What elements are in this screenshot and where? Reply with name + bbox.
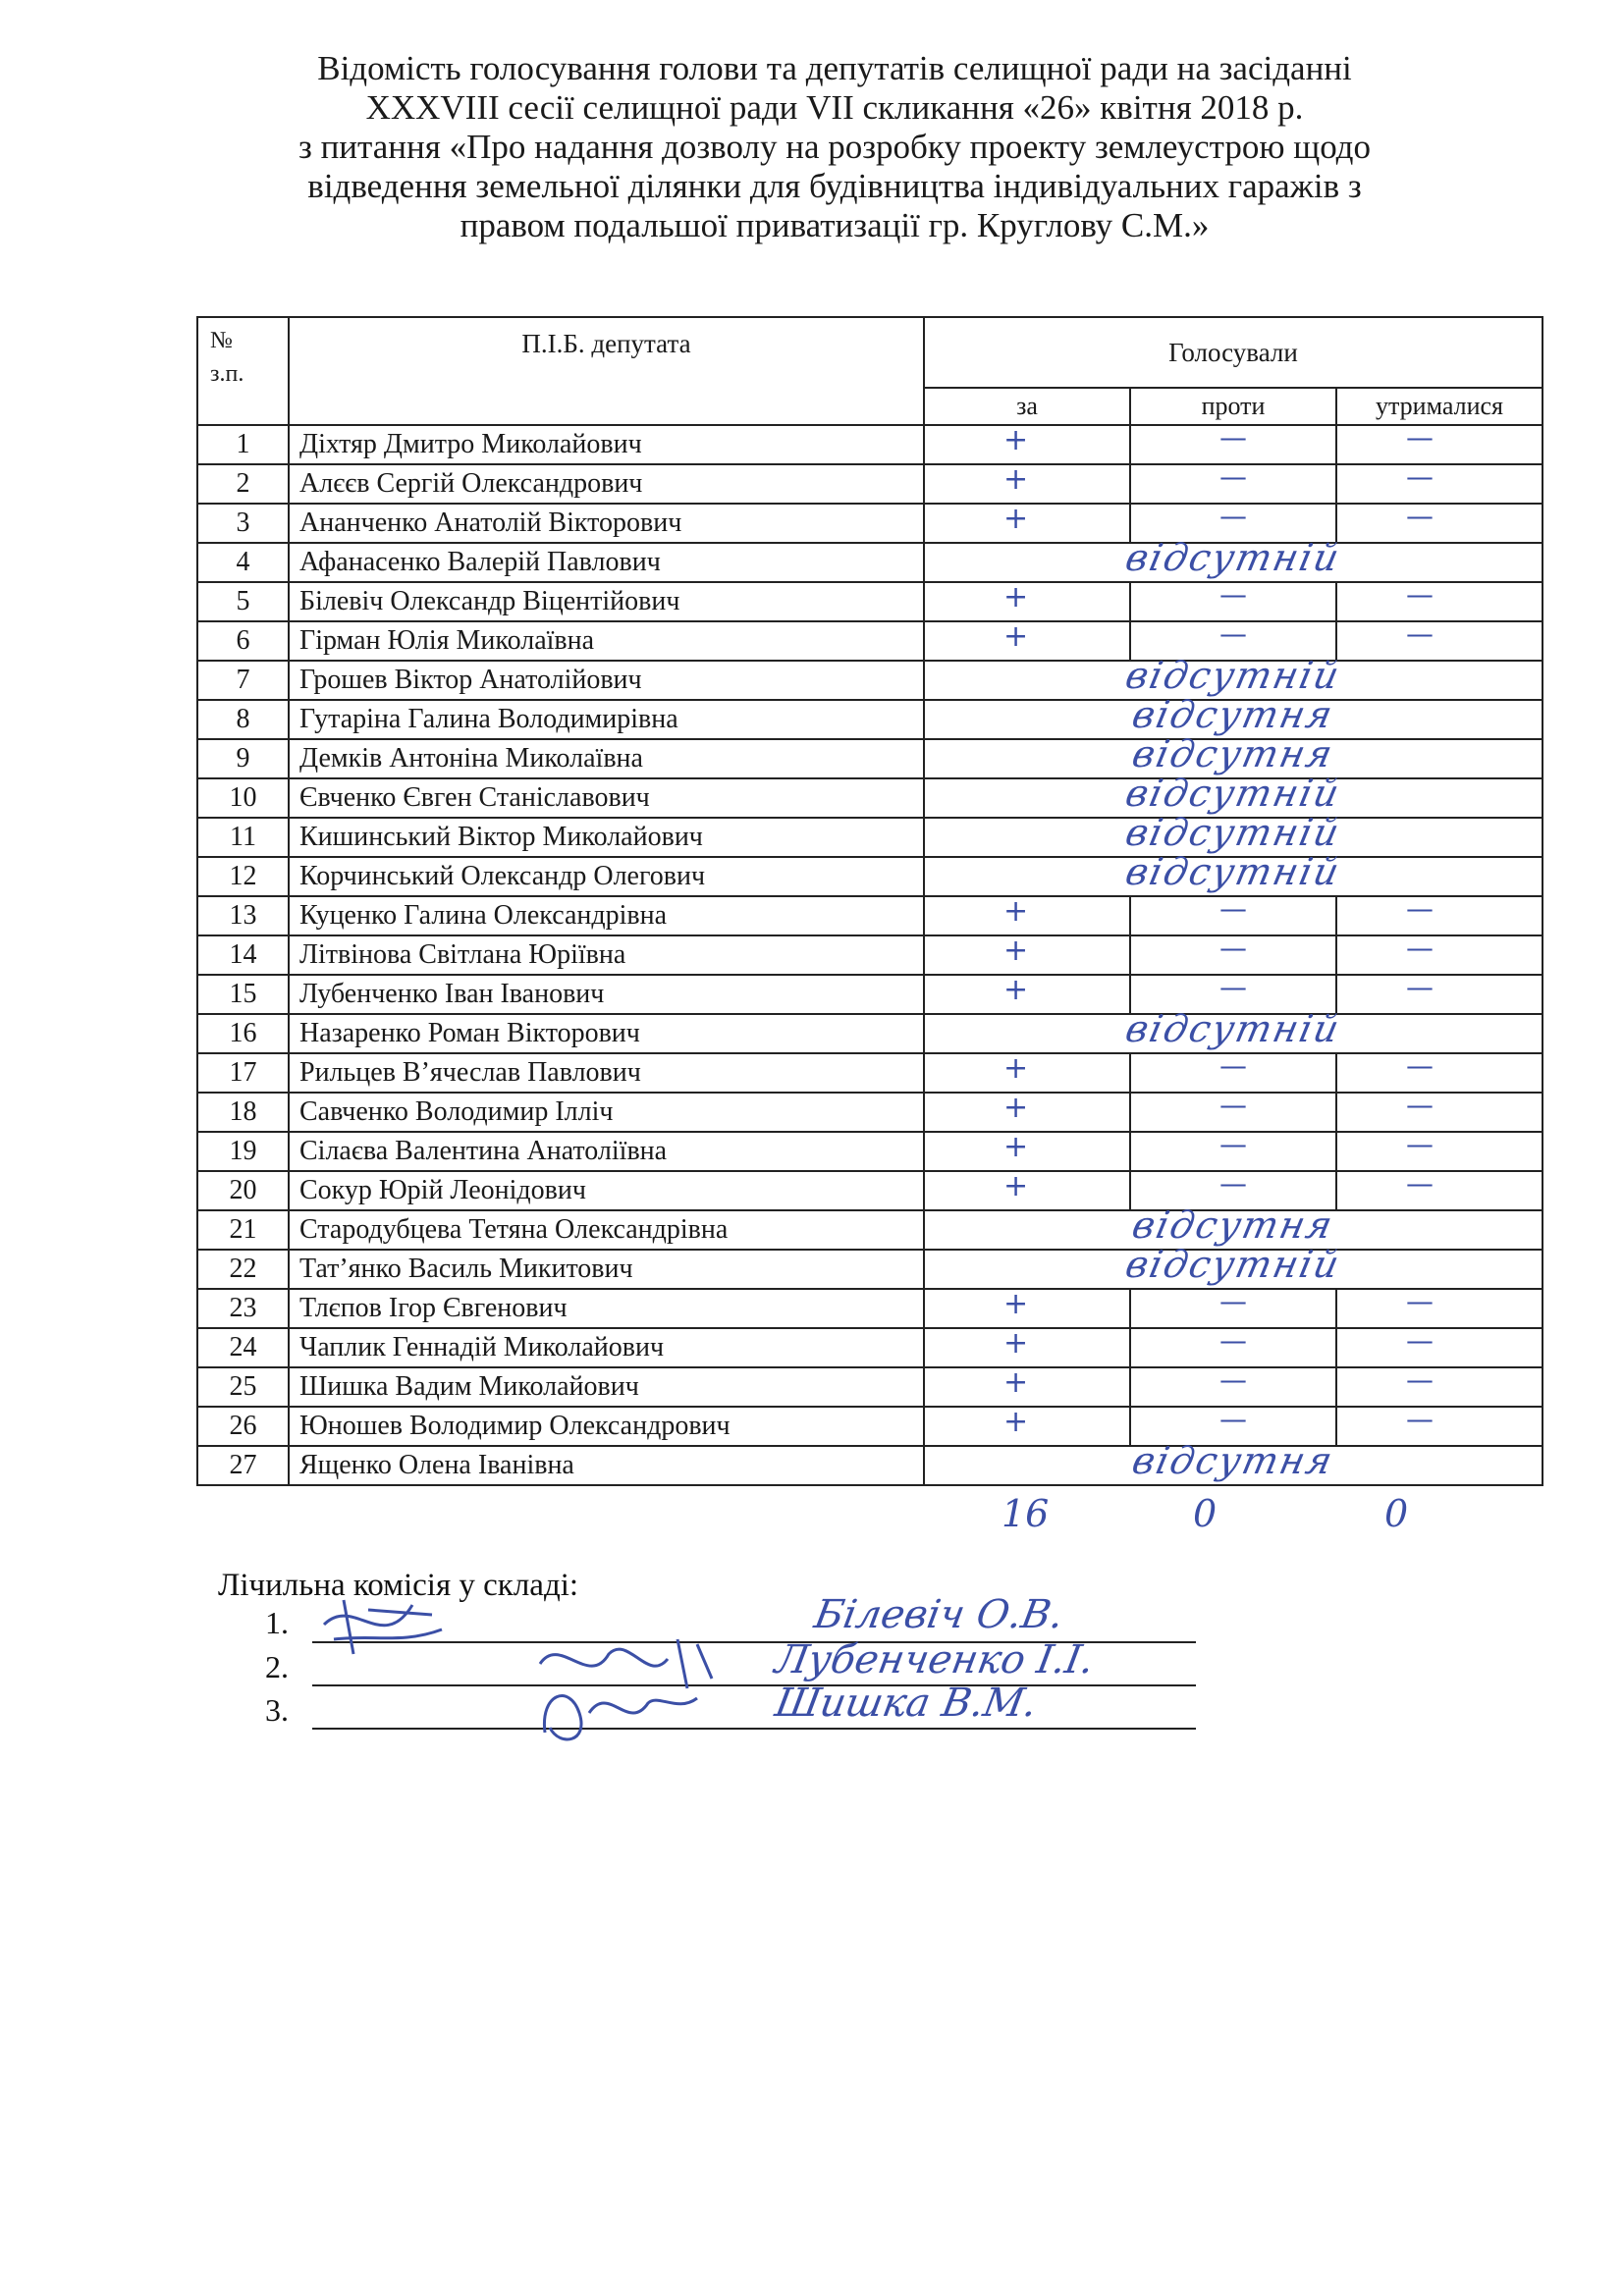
vote-for-mark: + [1003,462,1029,497]
vote-abstained-cell [1336,1089,1543,1132]
vote-for-mark: + [1003,934,1029,968]
row-number: 27 [197,1446,289,1485]
committee-member-number: 3. [265,1692,289,1728]
deputy-name: Корчинський Олександр Олегович [289,857,924,896]
vote-against-mark: — [1219,1089,1247,1121]
deputy-name: Шишка Вадим Миколайович [289,1367,924,1407]
vote-for-cell [924,1367,1130,1407]
vote-for-cell [924,896,1130,935]
deputy-name: Тат’янко Василь Микитович [289,1250,924,1289]
header-number-abbr: з.п. [210,361,244,387]
vote-for-mark: + [1003,1287,1029,1321]
absent-note: відсутній [1121,811,1345,854]
vote-abstained-cell [1336,971,1543,1014]
deputy-name: Білевіч Олександр Віцентійович [289,582,924,621]
deputy-name: Євченко Євген Станіславович [289,778,924,818]
vote-for-cell [924,1171,1130,1210]
deputy-name: Тлєпов Ігор Євгенович [289,1289,924,1328]
table-row [197,1446,1543,1485]
row-number: 15 [197,975,289,1014]
vote-abstained-mark: — [1406,1363,1434,1396]
committee-label: Лічильна комісія у складі: [218,1568,579,1603]
deputy-name: Куценко Галина Олександрівна [289,896,924,935]
vote-abstained-mark: — [1406,1167,1434,1200]
vote-cell-absent [924,536,1543,582]
row-number: 17 [197,1053,289,1093]
vote-abstained-mark: — [1406,617,1434,650]
vote-for-mark: + [1003,1326,1029,1361]
row-number: 26 [197,1407,289,1446]
deputy-name: Сілаєва Валентина Анатоліївна [289,1132,924,1171]
deputy-name: Афанасенко Валерій Павлович [289,543,924,582]
deputy-name: Алєєв Сергій Олександрович [289,464,924,504]
vote-for-cell [924,1053,1130,1093]
row-number: 18 [197,1093,289,1132]
vote-abstained-cell [1336,1363,1543,1407]
table-row [197,1132,1543,1171]
row-number: 3 [197,504,289,543]
deputy-name: Гутаріна Галина Володимирівна [289,700,924,739]
table-row [197,425,1543,464]
title-line: XXXVIII сесії селищної ради VII скликання «26» квітня 2018 р. [365,88,1304,127]
title-line: правом подальшої приватизації гр. Круглову С.М.» [460,206,1210,244]
vote-for-cell [924,1328,1130,1367]
vote-for-mark: + [1003,423,1029,457]
row-number: 23 [197,1289,289,1328]
vote-against-mark: — [1219,578,1247,611]
absent-note: відсутня [1128,732,1338,775]
vote-against-cell [1130,1324,1336,1367]
vote-for-mark: + [1003,502,1029,536]
vote-abstained-mark: — [1406,421,1434,454]
total-against: 0 [1193,1492,1218,1535]
vote-abstained-cell [1336,932,1543,975]
vote-for-mark: + [1003,1365,1029,1400]
row-number: 11 [197,818,289,857]
vote-abstained-cell [1336,1324,1543,1367]
signature-line [312,1728,1196,1730]
vote-abstained-cell [1336,500,1543,543]
vote-cell-absent [924,1439,1543,1485]
vote-abstained-cell [1336,1167,1543,1210]
vote-for-mark: + [1003,1169,1029,1203]
row-number: 1 [197,425,289,464]
header-name: П.І.Б. депутата [289,317,924,425]
vote-against-mark: — [1219,1363,1247,1396]
row-number: 10 [197,778,289,818]
vote-for-mark: + [1003,1130,1029,1164]
vote-for-mark: + [1003,1051,1029,1086]
vote-for-mark: + [1003,580,1029,614]
title-line: Відомість голосування голови та депутатів селищної ради на засіданні [317,49,1352,87]
vote-abstained-mark: — [1406,460,1434,493]
vote-for-cell [924,425,1130,464]
vote-abstained-mark: — [1406,932,1434,964]
vote-against-mark: — [1219,1128,1247,1160]
header-voted: Голосували [924,317,1543,388]
row-number: 7 [197,661,289,700]
vote-abstained-mark: — [1406,1324,1434,1357]
vote-for-mark: + [1003,619,1029,654]
deputy-name: Ананченко Анатолій Вікторович [289,504,924,543]
header-number-symbol: № [210,328,233,353]
vote-for-cell [924,1093,1130,1132]
vote-against-cell [1130,892,1336,935]
row-number: 19 [197,1132,289,1171]
header-against: проти [1130,388,1336,425]
title-line: з питання «Про надання дозволу на розробку проекту землеустрою щодо [298,128,1371,166]
vote-abstained-cell [1336,892,1543,935]
committee-member-name: Білевіч О.В. [810,1592,1067,1637]
voting-table [196,316,1543,1486]
vote-cell-absent [924,1007,1543,1053]
row-number: 9 [197,739,289,778]
deputy-name: Демків Антоніна Миколаївна [289,739,924,778]
vote-against-mark: — [1219,1324,1247,1357]
absent-note: відсутній [1121,772,1345,815]
vote-abstained-mark: — [1406,500,1434,532]
absent-note: відсутня [1128,693,1338,736]
vote-against-cell [1130,1089,1336,1132]
table-row [197,1367,1543,1407]
row-number: 12 [197,857,289,896]
table-row [197,1171,1543,1210]
header-abstained: утрималися [1336,388,1543,425]
committee-member-number: 2. [265,1649,289,1684]
absent-note: відсутній [1121,536,1345,579]
deputy-name: Гірман Юлія Миколаївна [289,621,924,661]
vote-cell-absent [924,850,1543,896]
vote-for-cell [924,621,1130,661]
deputy-name: Ященко Олена Іванівна [289,1446,924,1485]
vote-against-mark: — [1219,500,1247,532]
committee-member-name: Лубенченко І.І. [771,1637,1098,1682]
vote-abstained-cell [1336,1403,1543,1446]
title-line: відведення земельної ділянки для будівництва індивідуальних гаражів з [307,167,1362,205]
vote-for-cell [924,1289,1130,1328]
vote-abstained-cell [1336,1128,1543,1171]
committee-member-name: Шишка В.М. [771,1681,1041,1726]
signature-scribble-3 [530,1674,707,1757]
document-title [196,49,1473,245]
vote-for-mark: + [1003,894,1029,929]
vote-against-mark: — [1219,892,1247,925]
vote-cell-absent [924,1243,1543,1289]
absent-note: відсутня [1128,1439,1338,1482]
deputy-name: Савченко Володимир Ілліч [289,1093,924,1132]
row-number: 16 [197,1014,289,1053]
row-number: 13 [197,896,289,935]
vote-for-cell [924,975,1130,1014]
deputy-name: Діхтяр Дмитро Миколайович [289,425,924,464]
vote-for-mark: + [1003,1405,1029,1439]
vote-against-cell [1130,1049,1336,1093]
table-row [197,1093,1543,1132]
vote-rows [197,421,1543,1485]
deputy-name: Рильцев В’ячеслав Павлович [289,1053,924,1093]
row-number: 24 [197,1328,289,1367]
row-number: 2 [197,464,289,504]
row-number: 8 [197,700,289,739]
absent-note: відсутній [1121,654,1345,697]
total-for: 16 [1001,1492,1050,1535]
vote-for-cell [924,1132,1130,1171]
deputy-name: Літвінова Світлана Юріївна [289,935,924,975]
vote-abstained-cell [1336,617,1543,661]
vote-for-cell [924,935,1130,975]
header-for: за [924,388,1130,425]
table-row [197,1053,1543,1093]
absent-note: відсутній [1121,1243,1345,1286]
vote-against-mark: — [1219,971,1247,1003]
vote-against-cell [1130,1363,1336,1407]
vote-against-cell [1130,460,1336,504]
deputy-name: Кишинський Віктор Миколайович [289,818,924,857]
table-row [197,1289,1543,1328]
vote-against-cell [1130,1285,1336,1328]
vote-abstained-mark: — [1406,578,1434,611]
vote-against-cell [1130,578,1336,621]
table-row [197,935,1543,975]
vote-abstained-mark: — [1406,1128,1434,1160]
vote-abstained-mark: — [1406,1403,1434,1435]
table-row [197,700,1543,739]
absent-note: відсутній [1121,1007,1345,1050]
total-abstained: 0 [1384,1492,1409,1535]
vote-abstained-mark: — [1406,1049,1434,1082]
row-number: 20 [197,1171,289,1210]
row-number: 4 [197,543,289,582]
vote-for-mark: + [1003,973,1029,1007]
vote-abstained-cell [1336,1049,1543,1093]
row-number: 14 [197,935,289,975]
vote-abstained-cell [1336,578,1543,621]
vote-against-mark: — [1219,421,1247,454]
table-row [197,543,1543,582]
vote-abstained-cell [1336,421,1543,464]
vote-for-cell [924,1407,1130,1446]
row-number: 5 [197,582,289,621]
absent-note: відсутній [1121,850,1345,893]
vote-against-mark: — [1219,1403,1247,1435]
vote-against-mark: — [1219,460,1247,493]
vote-for-mark: + [1003,1091,1029,1125]
deputy-name: Грошев Віктор Анатолійович [289,661,924,700]
deputy-name: Чаплик Геннадій Миколайович [289,1328,924,1367]
table-row [197,1250,1543,1289]
table-row [197,582,1543,621]
row-number: 22 [197,1250,289,1289]
vote-against-mark: — [1219,617,1247,650]
vote-for-cell [924,582,1130,621]
vote-abstained-cell [1336,460,1543,504]
table-row [197,1328,1543,1367]
row-number: 6 [197,621,289,661]
vote-abstained-mark: — [1406,1285,1434,1317]
vote-for-cell [924,464,1130,504]
vote-abstained-mark: — [1406,892,1434,925]
table-row [197,896,1543,935]
deputy-name: Назаренко Роман Вікторович [289,1014,924,1053]
vote-against-mark: — [1219,1167,1247,1200]
vote-against-mark: — [1219,932,1247,964]
table-row [197,464,1543,504]
deputy-name: Стародубцева Тетяна Олександрівна [289,1210,924,1250]
vote-abstained-mark: — [1406,971,1434,1003]
table-row [197,661,1543,700]
signature-scribble-1 [314,1585,452,1664]
vote-for-cell [924,504,1130,543]
table-row [197,1407,1543,1446]
row-number: 21 [197,1210,289,1250]
signature-line [312,1684,1196,1686]
vote-abstained-cell [1336,1285,1543,1328]
table-row [197,1014,1543,1053]
vote-against-cell [1130,421,1336,464]
row-number: 25 [197,1367,289,1407]
vote-against-cell [1130,932,1336,975]
vote-against-mark: — [1219,1049,1247,1082]
deputy-name: Лубенченко Іван Іванович [289,975,924,1014]
committee-member-number: 1. [265,1605,289,1640]
vote-against-cell [1130,1128,1336,1171]
vote-abstained-mark: — [1406,1089,1434,1121]
deputy-name: Сокур Юрій Леонідович [289,1171,924,1210]
header-number [197,317,289,425]
deputy-name: Юношев Володимир Олександрович [289,1407,924,1446]
vote-against-mark: — [1219,1285,1247,1317]
table-row [197,857,1543,896]
absent-note: відсутня [1128,1203,1338,1247]
